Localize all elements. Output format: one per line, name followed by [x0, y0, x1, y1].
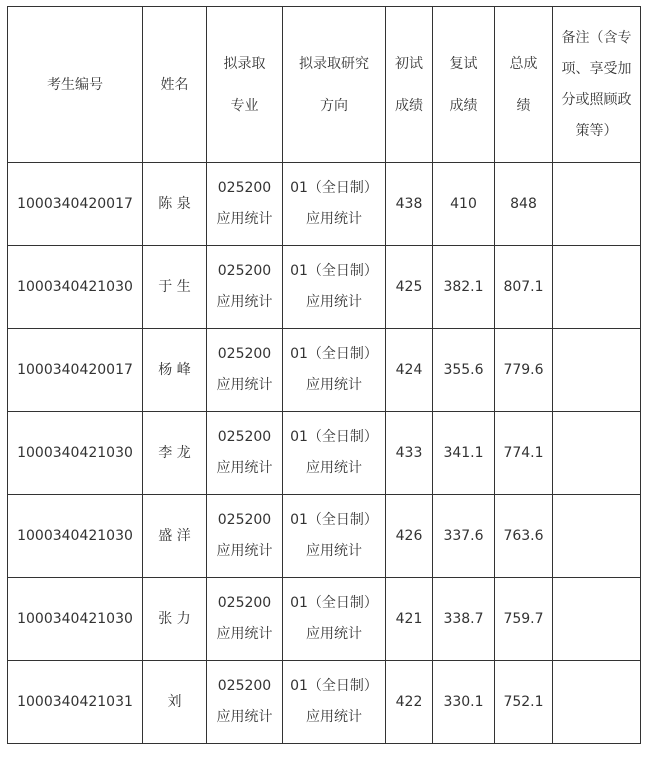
candidate-id: 1000340420017: [17, 362, 133, 378]
major-name: 应用统计: [216, 211, 273, 227]
major-cell: [207, 329, 283, 412]
header-first-line1: 初试: [395, 55, 423, 72]
candidate-id-cell: [8, 661, 143, 744]
major-name: 应用统计: [216, 294, 273, 310]
total-score: 779.6: [495, 329, 553, 412]
candidate-id-cell: [8, 163, 143, 246]
table-row: [8, 163, 641, 246]
header-retest-line2: 成绩: [449, 97, 478, 114]
total-score: 759.7: [495, 578, 553, 661]
table-row: [8, 495, 641, 578]
table-row: [8, 246, 641, 329]
table-row: [8, 578, 641, 661]
major-code: 025200: [217, 429, 272, 445]
candidate-id: 1000340420017: [17, 196, 133, 212]
table-row: [8, 661, 641, 744]
major-cell: [207, 661, 283, 744]
retest-score: 338.7: [433, 578, 495, 661]
header-total-score: [495, 7, 553, 163]
direction-cell: [283, 578, 386, 661]
direction-name: 应用统计: [306, 377, 362, 393]
direction-cell: [283, 412, 386, 495]
header-direction-line1: 拟录取研究: [299, 55, 369, 72]
total-score: 752.1: [495, 661, 553, 744]
candidate-name: 张 力: [143, 578, 207, 661]
first-score: 425: [386, 246, 433, 329]
header-direction-line2: 方向: [320, 97, 348, 114]
direction-code: 01（全日制）: [290, 678, 378, 694]
total-score: 807.1: [495, 246, 553, 329]
header-retest-line1: 复试: [449, 55, 478, 72]
candidate-name: 于 生: [143, 246, 207, 329]
major-name: 应用统计: [216, 709, 273, 725]
header-major-line1: 拟录取: [223, 55, 266, 72]
candidate-id-cell: [8, 329, 143, 412]
candidate-name: 盛 洋: [143, 495, 207, 578]
retest-score: 355.6: [433, 329, 495, 412]
major-code: 025200: [217, 678, 272, 694]
major-name: 应用统计: [216, 626, 273, 642]
header-remark: 备注（含专项、享受加分或照顾政策等）: [553, 7, 641, 163]
retest-score: 330.1: [433, 661, 495, 744]
direction-cell: [283, 246, 386, 329]
major-code: 025200: [217, 180, 272, 196]
header-retest-score: [433, 7, 495, 163]
header-first-score: [386, 7, 433, 163]
direction-cell: [283, 163, 386, 246]
first-score: 421: [386, 578, 433, 661]
candidate-name: 陈 泉: [143, 163, 207, 246]
header-row: [8, 7, 641, 163]
major-code: 025200: [217, 263, 272, 279]
candidate-id-cell: [8, 412, 143, 495]
total-score: 763.6: [495, 495, 553, 578]
header-name: 姓名: [143, 7, 207, 163]
major-cell: [207, 163, 283, 246]
major-code: 025200: [217, 595, 272, 611]
candidate-name: 杨 峰: [143, 329, 207, 412]
candidate-name: 刘: [143, 661, 207, 744]
candidate-id-cell: [8, 246, 143, 329]
remark: [553, 661, 641, 744]
header-first-line2: 成绩: [395, 97, 423, 114]
table-row: [8, 329, 641, 412]
header-major-line2: 专业: [230, 97, 259, 114]
major-cell: [207, 578, 283, 661]
candidate-id: 1000340421030: [17, 279, 133, 295]
remark: [553, 163, 641, 246]
first-score: 424: [386, 329, 433, 412]
major-name: 应用统计: [216, 543, 273, 559]
candidate-id: 1000340421031: [17, 694, 133, 710]
total-score: 848: [495, 163, 553, 246]
major-code: 025200: [217, 512, 272, 528]
admission-table: [7, 6, 641, 744]
remark: [553, 329, 641, 412]
major-name: 应用统计: [216, 460, 273, 476]
first-score: 422: [386, 661, 433, 744]
direction-name: 应用统计: [306, 294, 362, 310]
major-cell: [207, 412, 283, 495]
direction-code: 01（全日制）: [290, 263, 378, 279]
major-cell: [207, 495, 283, 578]
direction-name: 应用统计: [306, 709, 362, 725]
header-total-line2: 绩: [516, 97, 531, 114]
remark: [553, 412, 641, 495]
retest-score: 382.1: [433, 246, 495, 329]
candidate-id: 1000340421030: [17, 528, 133, 544]
table-row: [8, 412, 641, 495]
major-cell: [207, 246, 283, 329]
direction-code: 01（全日制）: [290, 595, 378, 611]
direction-cell: [283, 661, 386, 744]
retest-score: 410: [433, 163, 495, 246]
header-major: [207, 7, 283, 163]
candidate-id-cell: [8, 495, 143, 578]
candidate-id: 1000340421030: [17, 611, 133, 627]
major-code: 025200: [217, 346, 272, 362]
direction-name: 应用统计: [306, 543, 362, 559]
retest-score: 337.6: [433, 495, 495, 578]
first-score: 433: [386, 412, 433, 495]
remark: [553, 246, 641, 329]
direction-code: 01（全日制）: [290, 346, 378, 362]
header-total-line1: 总成: [509, 55, 538, 72]
total-score: 774.1: [495, 412, 553, 495]
direction-code: 01（全日制）: [290, 512, 378, 528]
direction-name: 应用统计: [306, 460, 362, 476]
direction-code: 01（全日制）: [290, 429, 378, 445]
first-score: 426: [386, 495, 433, 578]
candidate-id-cell: [8, 578, 143, 661]
candidate-name: 李 龙: [143, 412, 207, 495]
candidate-id: 1000340421030: [17, 445, 133, 461]
remark: [553, 495, 641, 578]
remark: [553, 578, 641, 661]
direction-cell: [283, 495, 386, 578]
first-score: 438: [386, 163, 433, 246]
retest-score: 341.1: [433, 412, 495, 495]
direction-name: 应用统计: [306, 626, 362, 642]
direction-name: 应用统计: [306, 211, 362, 227]
major-name: 应用统计: [216, 377, 273, 393]
header-direction: [283, 7, 386, 163]
direction-cell: [283, 329, 386, 412]
header-id: 考生编号: [8, 7, 143, 163]
direction-code: 01（全日制）: [290, 180, 378, 196]
